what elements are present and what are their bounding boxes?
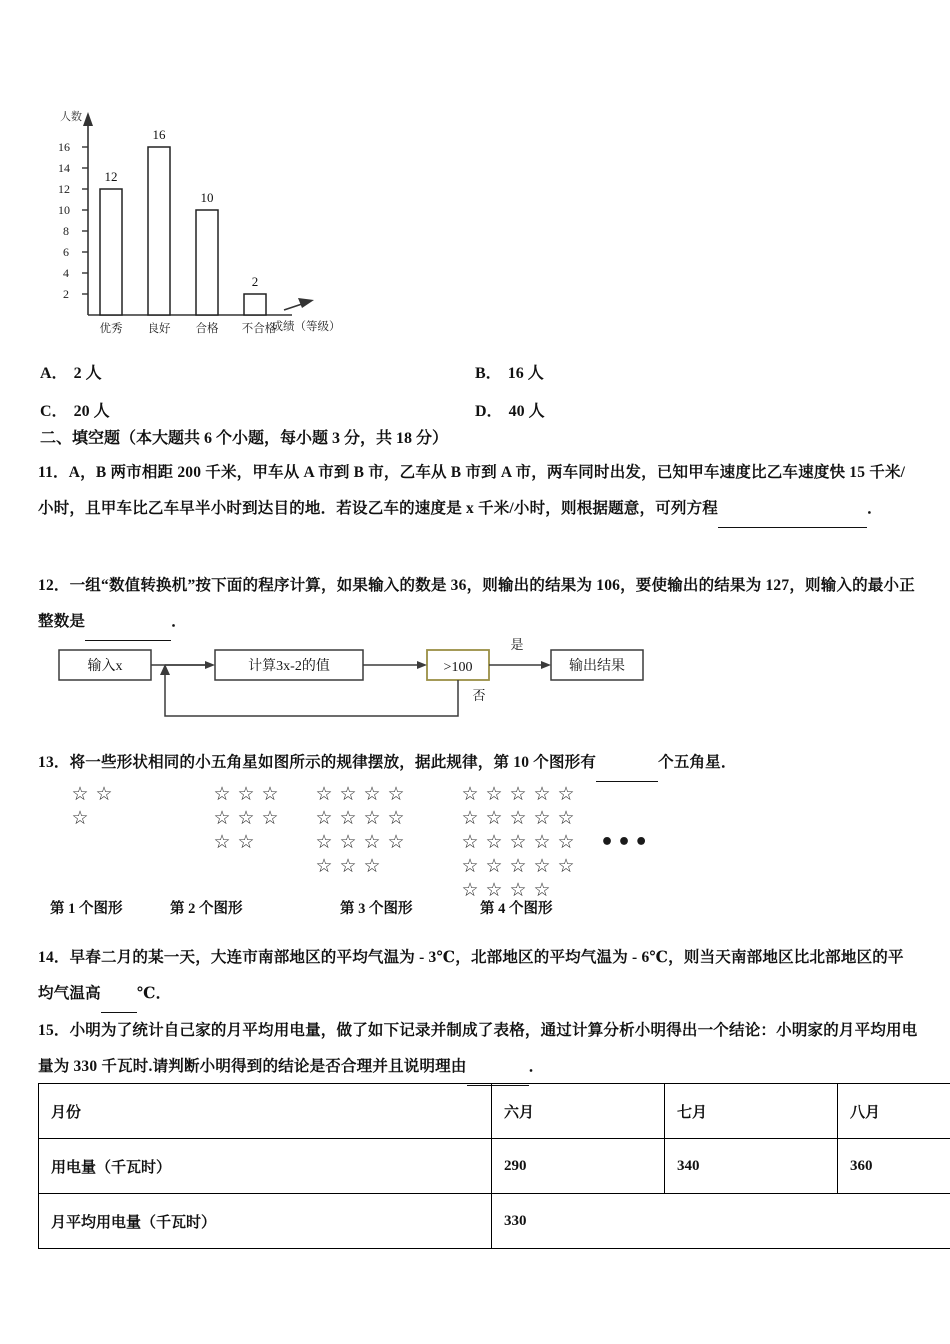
- bar-chart-svg: [40, 100, 400, 350]
- choice-d-text: 40 人: [508, 402, 545, 420]
- star-row: [210, 830, 282, 854]
- star-icon: ☆: [461, 879, 479, 901]
- star-icon: ☆: [315, 807, 333, 829]
- star-row: [312, 782, 408, 806]
- star-icon: ☆: [339, 783, 357, 805]
- choice-row-2: [40, 390, 910, 428]
- star-icon: ☆: [461, 807, 479, 829]
- question-14: [38, 940, 918, 1013]
- y-axis-title: 人数: [60, 111, 82, 123]
- choice-a[interactable]: [40, 360, 475, 383]
- y-axis-ticks: [58, 140, 88, 301]
- star-icon: ☆: [485, 807, 503, 829]
- star-icon: ☆: [237, 831, 255, 853]
- star-icon: ☆: [237, 807, 255, 829]
- star-icon: ☆: [461, 783, 479, 805]
- x-tick-label-0: 优秀: [99, 323, 123, 335]
- star-icon: ☆: [71, 783, 89, 805]
- choice-a-text: 2 人: [73, 364, 102, 382]
- bar-value-合格: 10: [200, 190, 214, 205]
- table-cell-row1-c1: 340: [665, 1139, 838, 1194]
- star-icon: ☆: [533, 855, 551, 877]
- star-row: [458, 830, 578, 854]
- star-icon: ☆: [315, 831, 333, 853]
- choice-row-1: [40, 352, 910, 390]
- star-row: [458, 782, 578, 806]
- bar-series: [100, 127, 266, 315]
- question-15-blank[interactable]: [467, 1049, 529, 1086]
- star-icon: ☆: [339, 807, 357, 829]
- star-icon: ☆: [557, 783, 575, 805]
- star-icon: ☆: [509, 783, 527, 805]
- star-icon: ☆: [485, 831, 503, 853]
- star-icon: ☆: [533, 879, 551, 901]
- star-row: [312, 854, 408, 878]
- table-cell-row0-c1: 七月: [665, 1084, 838, 1139]
- star-icon: ☆: [485, 879, 503, 901]
- svg-text:16: 16: [58, 140, 70, 154]
- star-icon: ☆: [315, 855, 333, 877]
- question-13-blank[interactable]: [596, 745, 658, 782]
- star-row: [210, 806, 282, 830]
- star-icon: ☆: [557, 831, 575, 853]
- question-11-blank[interactable]: [718, 491, 823, 528]
- caption-figure-2: 第 2 个图形: [170, 901, 243, 917]
- question-13: [38, 745, 918, 782]
- star-row: [68, 782, 116, 806]
- question-12-tail: ．: [171, 613, 187, 630]
- choice-c-label: C．: [40, 402, 68, 420]
- star-icon: ☆: [387, 807, 405, 829]
- question-11-text: A，B 两市相距 200 千米，甲车从 A 市到 B 市，乙车从 B 市到 A 市，两车同时出发，已知甲车速度比乙车速度快 15 千米/小时，且甲车比乙车早半小时到达目的地．若设乙车的速度是 x 千米/小时，则根据题意，可列方程: [38, 464, 906, 517]
- bar-优秀: [100, 189, 122, 315]
- value-converter-flowchart: [55, 638, 655, 730]
- svg-text:6: 6: [63, 245, 69, 259]
- star-icon: ☆: [509, 807, 527, 829]
- answer-choices: [40, 352, 910, 428]
- star-icon: ☆: [533, 831, 551, 853]
- question-13-text: 将一些形状相同的小五角星如图所示的规律摆放，据此规律，第 10 个图形有: [69, 754, 597, 771]
- star-icon: ☆: [533, 783, 551, 805]
- star-figure-1: [68, 782, 116, 830]
- question-15-number: 15．: [38, 1022, 70, 1039]
- table-row: [39, 1139, 950, 1194]
- star-icon: ☆: [461, 831, 479, 853]
- bar-value-良好: 16: [152, 127, 166, 142]
- star-icon: ☆: [95, 783, 113, 805]
- star-row: [458, 854, 578, 878]
- star-icon: ☆: [509, 879, 527, 901]
- table-cell-row2-c0: 330: [492, 1194, 950, 1249]
- star-icon: ☆: [557, 807, 575, 829]
- star-icon: ☆: [533, 807, 551, 829]
- star-figure-3: [312, 782, 408, 878]
- flow-node-input-label: 输入x: [87, 659, 123, 674]
- electricity-table: [38, 1083, 950, 1249]
- question-13-number: 13．: [38, 754, 70, 771]
- table-row: [39, 1084, 950, 1139]
- star-icon: ☆: [461, 855, 479, 877]
- question-11-number: 11．: [38, 464, 69, 481]
- star-figure-captions: [40, 897, 680, 919]
- question-14-number: 14．: [38, 949, 70, 966]
- star-icon: ☆: [261, 783, 279, 805]
- x-axis-title: 成绩（等级）: [271, 321, 341, 333]
- question-12-number: 12．: [38, 577, 70, 594]
- choice-c-text: 20 人: [73, 402, 110, 420]
- star-row: [68, 806, 116, 830]
- choice-d-label: D．: [475, 402, 503, 420]
- question-14-text: 早春二月的某一天，大连市南部地区的平均气温为 - 3℃，北部地区的平均气温为 - 6℃，则当天南部地区比北部地区的平均气温高: [38, 949, 904, 1002]
- flow-node-output-label: 输出结果: [569, 659, 625, 674]
- question-15-tail: ．: [528, 1058, 545, 1075]
- question-12: [38, 568, 918, 641]
- y-axis-arrow: [83, 112, 93, 126]
- star-icon: ☆: [485, 855, 503, 877]
- question-12-blank[interactable]: [85, 604, 171, 641]
- table-cell-row0-label: 月份: [39, 1084, 492, 1139]
- question-11-blank-cont[interactable]: [823, 491, 867, 528]
- star-icon: ☆: [363, 783, 381, 805]
- star-icon: ☆: [363, 855, 381, 877]
- x-tick-label-1: 良好: [147, 323, 171, 335]
- star-icon: ☆: [557, 855, 575, 877]
- svg-text:4: 4: [63, 266, 69, 280]
- star-row: [458, 806, 578, 830]
- table-cell-row1-c0: 290: [492, 1139, 665, 1194]
- choice-b-label: B．: [475, 364, 502, 382]
- star-icon: ☆: [485, 783, 503, 805]
- star-icon: ☆: [261, 807, 279, 829]
- table-cell-row2-label: 月平均用电量（千瓦时）: [39, 1194, 492, 1249]
- x-tick-label-2: 合格: [195, 323, 219, 335]
- x-tick-label-3: 不合格: [241, 323, 277, 335]
- question-14-blank[interactable]: [101, 976, 137, 1013]
- question-11: [38, 455, 918, 528]
- caption-figure-4: 第 4 个图形: [480, 901, 553, 917]
- star-icon: ☆: [315, 783, 333, 805]
- pattern-ellipsis: •••: [600, 830, 652, 855]
- table-cell-row0-c0: 六月: [492, 1084, 665, 1139]
- svg-text:8: 8: [63, 224, 69, 238]
- flow-edge-label-yes: 是: [510, 638, 524, 652]
- flow-edge-label-no: 否: [472, 688, 486, 703]
- svg-text:12: 12: [58, 182, 70, 196]
- flow-node-compute-label: 计算3x-2的值: [248, 659, 330, 674]
- star-icon: ☆: [387, 783, 405, 805]
- star-icon: ☆: [339, 831, 357, 853]
- section-heading: 二、填空题（本大题共 6 个小题，每小题 3 分，共 18 分）: [40, 430, 449, 447]
- choice-b[interactable]: [475, 360, 910, 383]
- star-icon: ☆: [213, 831, 231, 853]
- choice-d[interactable]: [475, 398, 910, 421]
- question-14-tail: ℃．: [136, 985, 172, 1002]
- star-icon: ☆: [509, 831, 527, 853]
- question-15: [38, 1013, 918, 1086]
- table-row: [39, 1194, 950, 1249]
- choice-c[interactable]: [40, 398, 475, 421]
- flow-arrow-3: [541, 661, 551, 669]
- star-icon: ☆: [213, 783, 231, 805]
- star-icon: ☆: [237, 783, 255, 805]
- svg-text:10: 10: [58, 203, 70, 217]
- svg-text:2: 2: [63, 287, 69, 301]
- bar-value-不合格: 2: [251, 274, 259, 289]
- question-13-tail: 个五角星．: [658, 754, 737, 771]
- star-icon: ☆: [363, 831, 381, 853]
- bar-不合格: [244, 294, 266, 315]
- flowchart-svg: [55, 638, 655, 730]
- star-row: [210, 782, 282, 806]
- bar-良好: [148, 147, 170, 315]
- question-12-text: 一组“数值转换机”按下面的程序计算，如果输入的数是 36，则输出的结果为 106，要使输出的结果为 127，则输入的最小正整数是: [38, 577, 915, 630]
- x-axis-arrow: [298, 298, 314, 308]
- star-figure-2: [210, 782, 282, 854]
- table-cell-row1-label: 用电量（千瓦时）: [39, 1139, 492, 1194]
- table-cell-row1-c2: 360: [838, 1139, 950, 1194]
- x-axis-categories: [100, 321, 277, 335]
- bar-chart: [40, 100, 400, 350]
- star-row: [312, 830, 408, 854]
- flow-arrow-2: [417, 661, 427, 669]
- star-icon: ☆: [339, 855, 357, 877]
- star-icon: ☆: [213, 807, 231, 829]
- caption-figure-1: 第 1 个图形: [50, 901, 123, 917]
- question-15-text: 小明为了统计自己家的月平均用电量，做了如下记录并制成了表格，通过计算分析小明得出一个结论：小明家的月平均用电量为 330 千瓦时.请判断小明得到的结论是否合理并且说明理由: [38, 1022, 918, 1075]
- choice-a-label: A．: [40, 364, 68, 382]
- question-11-tail: ．: [867, 500, 883, 517]
- star-icon: ☆: [387, 831, 405, 853]
- star-icon: ☆: [509, 855, 527, 877]
- caption-figure-3: 第 3 个图形: [340, 901, 413, 917]
- star-figure-4: [458, 782, 578, 902]
- bar-合格: [196, 210, 218, 315]
- electricity-table-wrap: [38, 1083, 910, 1249]
- star-icon: ☆: [71, 807, 89, 829]
- choice-b-text: 16 人: [507, 364, 544, 382]
- svg-text:14: 14: [58, 161, 70, 175]
- bar-value-优秀: 12: [104, 169, 118, 184]
- table-cell-row0-c2: 八月: [838, 1084, 950, 1139]
- star-row: [312, 806, 408, 830]
- flow-node-decision-label: >100: [443, 660, 473, 675]
- star-icon: ☆: [363, 807, 381, 829]
